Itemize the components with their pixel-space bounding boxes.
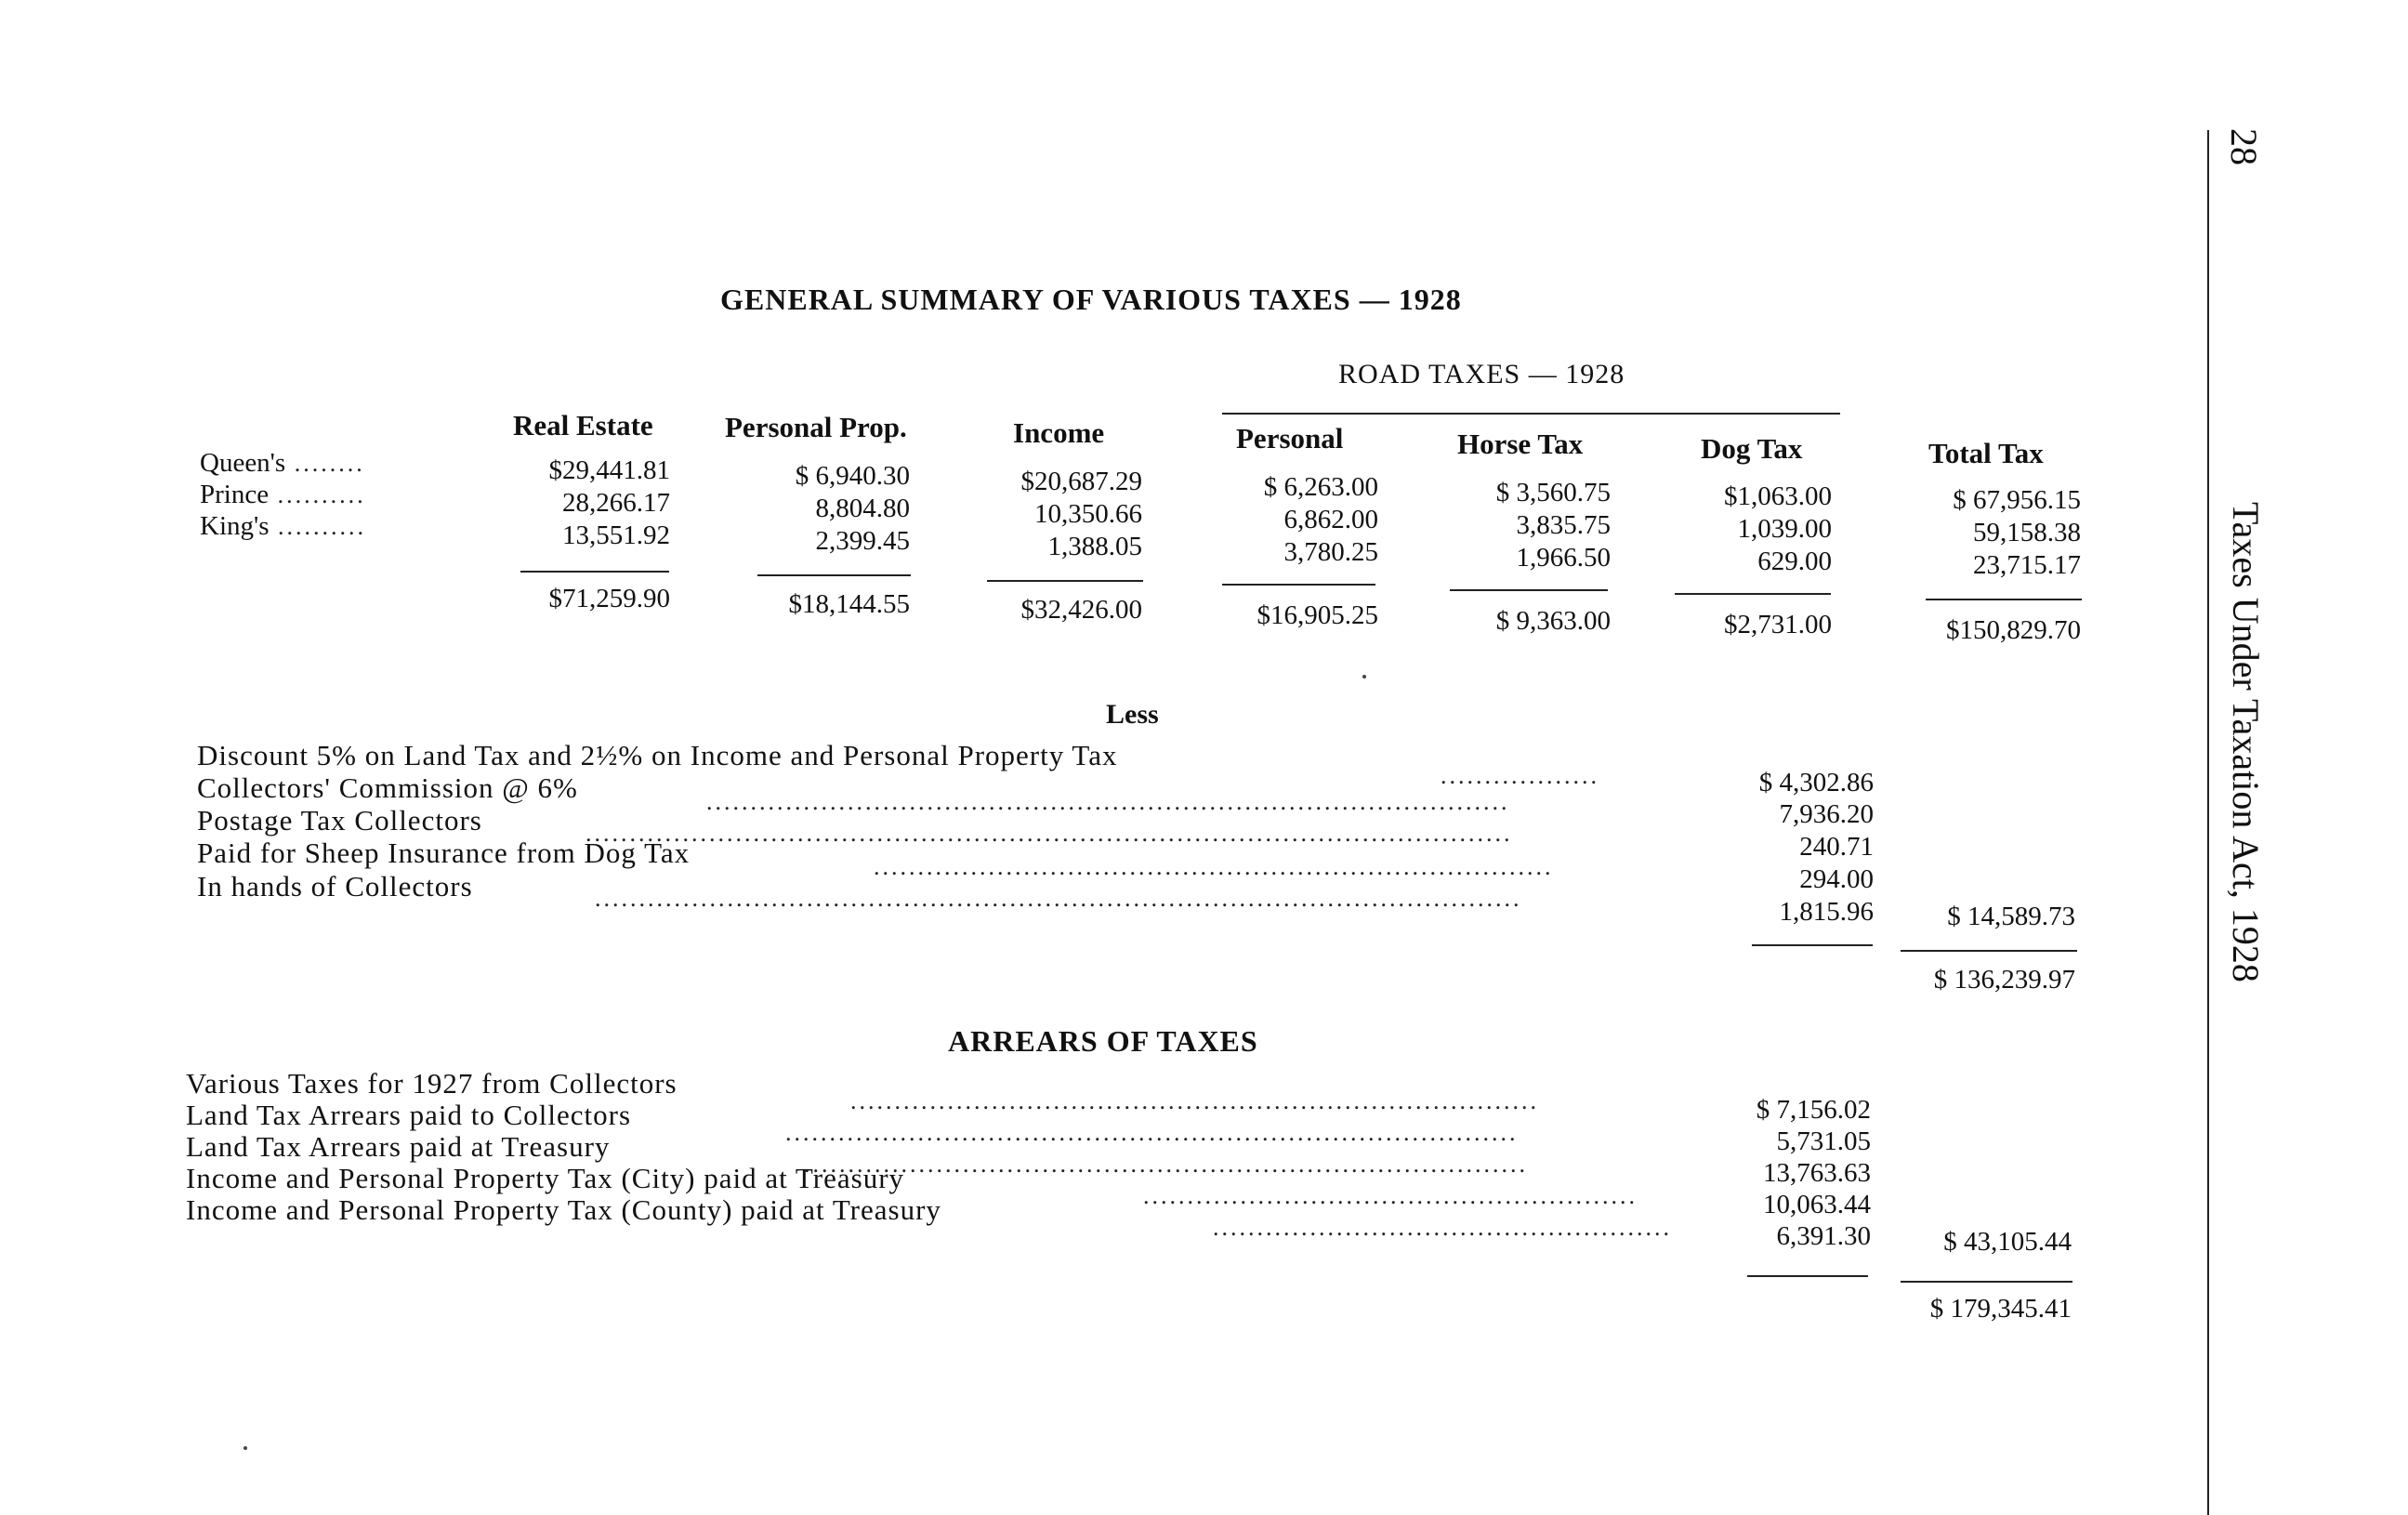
leader-dots: .......... [269, 481, 366, 508]
col-header-personal-prop: Personal Prop. [725, 411, 907, 443]
page-title: GENERAL SUMMARY OF VARIOUS TAXES — 1928 [720, 283, 1462, 316]
cell-prince-real-estate: 28,266.17 [562, 488, 670, 518]
stray-mark [243, 1446, 247, 1450]
arrears-item-amount: 5,731.05 [1776, 1126, 1871, 1156]
arrears-item-amount: 13,763.63 [1763, 1158, 1871, 1188]
cell-kings-total-tax: 23,715.17 [1973, 550, 2081, 580]
arrears-item-amount: 6,391.30 [1776, 1221, 1871, 1251]
less-item-amount: 240.71 [1799, 832, 1874, 862]
net-total: $ 136,239.97 [1933, 965, 2075, 995]
arrears-item-label: Income and Personal Property Tax (City) paid at Treasury [186, 1162, 905, 1194]
less-item-amount: 294.00 [1799, 864, 1874, 894]
stray-mark [1362, 675, 1366, 678]
col-header-real-estate: Real Estate [513, 409, 653, 441]
cell-queens-real-estate: $29,441.81 [548, 455, 670, 485]
subtotal-rule [987, 580, 1143, 582]
margin-rule [2207, 130, 2209, 1515]
col-header-total-tax: Total Tax [1928, 437, 2044, 469]
arrears-item-amount: 10,063.44 [1763, 1190, 1871, 1219]
less-sum-rule [1901, 950, 2077, 952]
total-real-estate: $71,259.90 [548, 584, 670, 613]
subtotal-rule [757, 574, 911, 576]
row-label-kings: King's .......... [200, 511, 367, 541]
total-dog-tax: $2,731.00 [1724, 610, 1832, 639]
cell-kings-horse-tax: 1,966.50 [1516, 543, 1611, 573]
cell-kings-real-estate: 13,551.92 [562, 520, 670, 550]
subtotal-rule [520, 571, 669, 573]
subtotal-rule [1675, 593, 1831, 595]
cell-prince-personal-prop: 8,804.80 [815, 494, 910, 523]
cell-queens-dog-tax: $1,063.00 [1724, 481, 1832, 511]
total-road-personal: $16,905.25 [1257, 600, 1378, 630]
less-item-label: Discount 5% on Land Tax and 2½% on Income and Personal Property Tax [197, 739, 1118, 771]
cell-queens-horse-tax: $ 3,560.75 [1495, 478, 1611, 507]
leader-dots: ................................................................................... [785, 1119, 1519, 1146]
arrears-item-label: Income and Personal Property Tax (County) paid at Treasury [186, 1193, 941, 1226]
less-heading: Less [1106, 699, 1159, 730]
leader-dots: .............................................................................. [850, 1087, 1539, 1114]
total-income: $32,426.00 [1020, 595, 1142, 625]
leader-dots: .................. [1441, 762, 1599, 789]
leader-dots: ........................................................ [1143, 1182, 1638, 1209]
leader-dots: ........ [285, 450, 365, 477]
leader-dots: .......... [269, 513, 367, 540]
cell-queens-road-personal: $ 6,263.00 [1263, 472, 1378, 502]
leader-dots: .................................................................................. [804, 1151, 1528, 1178]
arrears-sum-rule [1901, 1281, 2072, 1283]
row-label-prince: Prince .......... [200, 480, 366, 509]
cell-kings-dog-tax: 629.00 [1757, 547, 1832, 576]
less-item-amount: 1,815.96 [1779, 897, 1874, 927]
row-label-queens: Queen's ........ [200, 448, 365, 478]
less-item-label: In hands of Collectors [197, 870, 473, 902]
arrears-sum-rule [1747, 1275, 1868, 1277]
total-total-tax: $150,829.70 [1946, 615, 2081, 645]
col-header-income: Income [1013, 416, 1105, 449]
total-horse-tax: $ 9,363.00 [1495, 606, 1611, 636]
less-item-label: Paid for Sheep Insurance from Dog Tax [197, 837, 691, 869]
less-item-amount: $ 4,302.86 [1758, 768, 1874, 797]
cell-queens-income: $20,687.29 [1020, 467, 1142, 496]
leader-dots: .................................................... [1213, 1214, 1672, 1241]
less-total: $ 14,589.73 [1947, 902, 2075, 931]
col-header-horse-tax: Horse Tax [1457, 428, 1584, 460]
arrears-item-label: Land Tax Arrears paid to Collectors [186, 1099, 632, 1131]
cell-prince-dog-tax: 1,039.00 [1737, 514, 1832, 544]
cell-queens-personal-prop: $ 6,940.30 [795, 461, 910, 491]
running-head: Taxes Under Taxation Act, 1928 [2225, 502, 2267, 982]
cell-queens-total-tax: $ 67,956.15 [1953, 485, 2081, 515]
cell-prince-road-personal: 6,862.00 [1283, 505, 1378, 534]
leader-dots: ............................................................................. [874, 853, 1554, 880]
less-item-amount: 7,936.20 [1779, 799, 1874, 829]
subtotal-rule [1926, 599, 2082, 600]
arrears-item-amount: $ 7,156.02 [1756, 1095, 1871, 1125]
subtotal-rule [1222, 584, 1375, 586]
cell-kings-road-personal: 3,780.25 [1283, 537, 1378, 567]
leader-dots: ......................................................................................................... [595, 885, 1522, 912]
col-header-dog-tax: Dog Tax [1701, 432, 1803, 465]
less-item-label: Postage Tax Collectors [197, 804, 482, 837]
leader-dots: ........................................................................................... [706, 788, 1510, 815]
total-personal-prop: $18,144.55 [788, 589, 910, 619]
leader-dots: ......................................................................................................... [586, 820, 1513, 847]
arrears-heading: ARREARS OF TAXES [948, 1024, 1258, 1058]
col-header-road-personal: Personal [1236, 422, 1344, 454]
page-number: 28 [2223, 128, 2265, 165]
cell-kings-income: 1,388.05 [1047, 532, 1142, 561]
less-item-label: Collectors' Commission @ 6% [197, 771, 578, 804]
arrears-total: $ 43,105.44 [1943, 1227, 2072, 1257]
subtotal-rule [1450, 589, 1608, 591]
cell-kings-personal-prop: 2,399.45 [815, 526, 910, 556]
less-sum-rule [1752, 944, 1873, 946]
grand-total: $ 179,345.41 [1929, 1294, 2072, 1324]
arrears-item-label: Various Taxes for 1927 from Collectors [186, 1067, 678, 1100]
road-taxes-rule [1222, 413, 1840, 415]
cell-prince-total-tax: 59,158.38 [1973, 518, 2081, 547]
cell-prince-income: 10,350.66 [1034, 499, 1142, 529]
arrears-item-label: Land Tax Arrears paid at Treasury [186, 1130, 611, 1163]
road-taxes-label: ROAD TAXES — 1928 [1338, 359, 1625, 389]
cell-prince-horse-tax: 3,835.75 [1516, 510, 1611, 540]
